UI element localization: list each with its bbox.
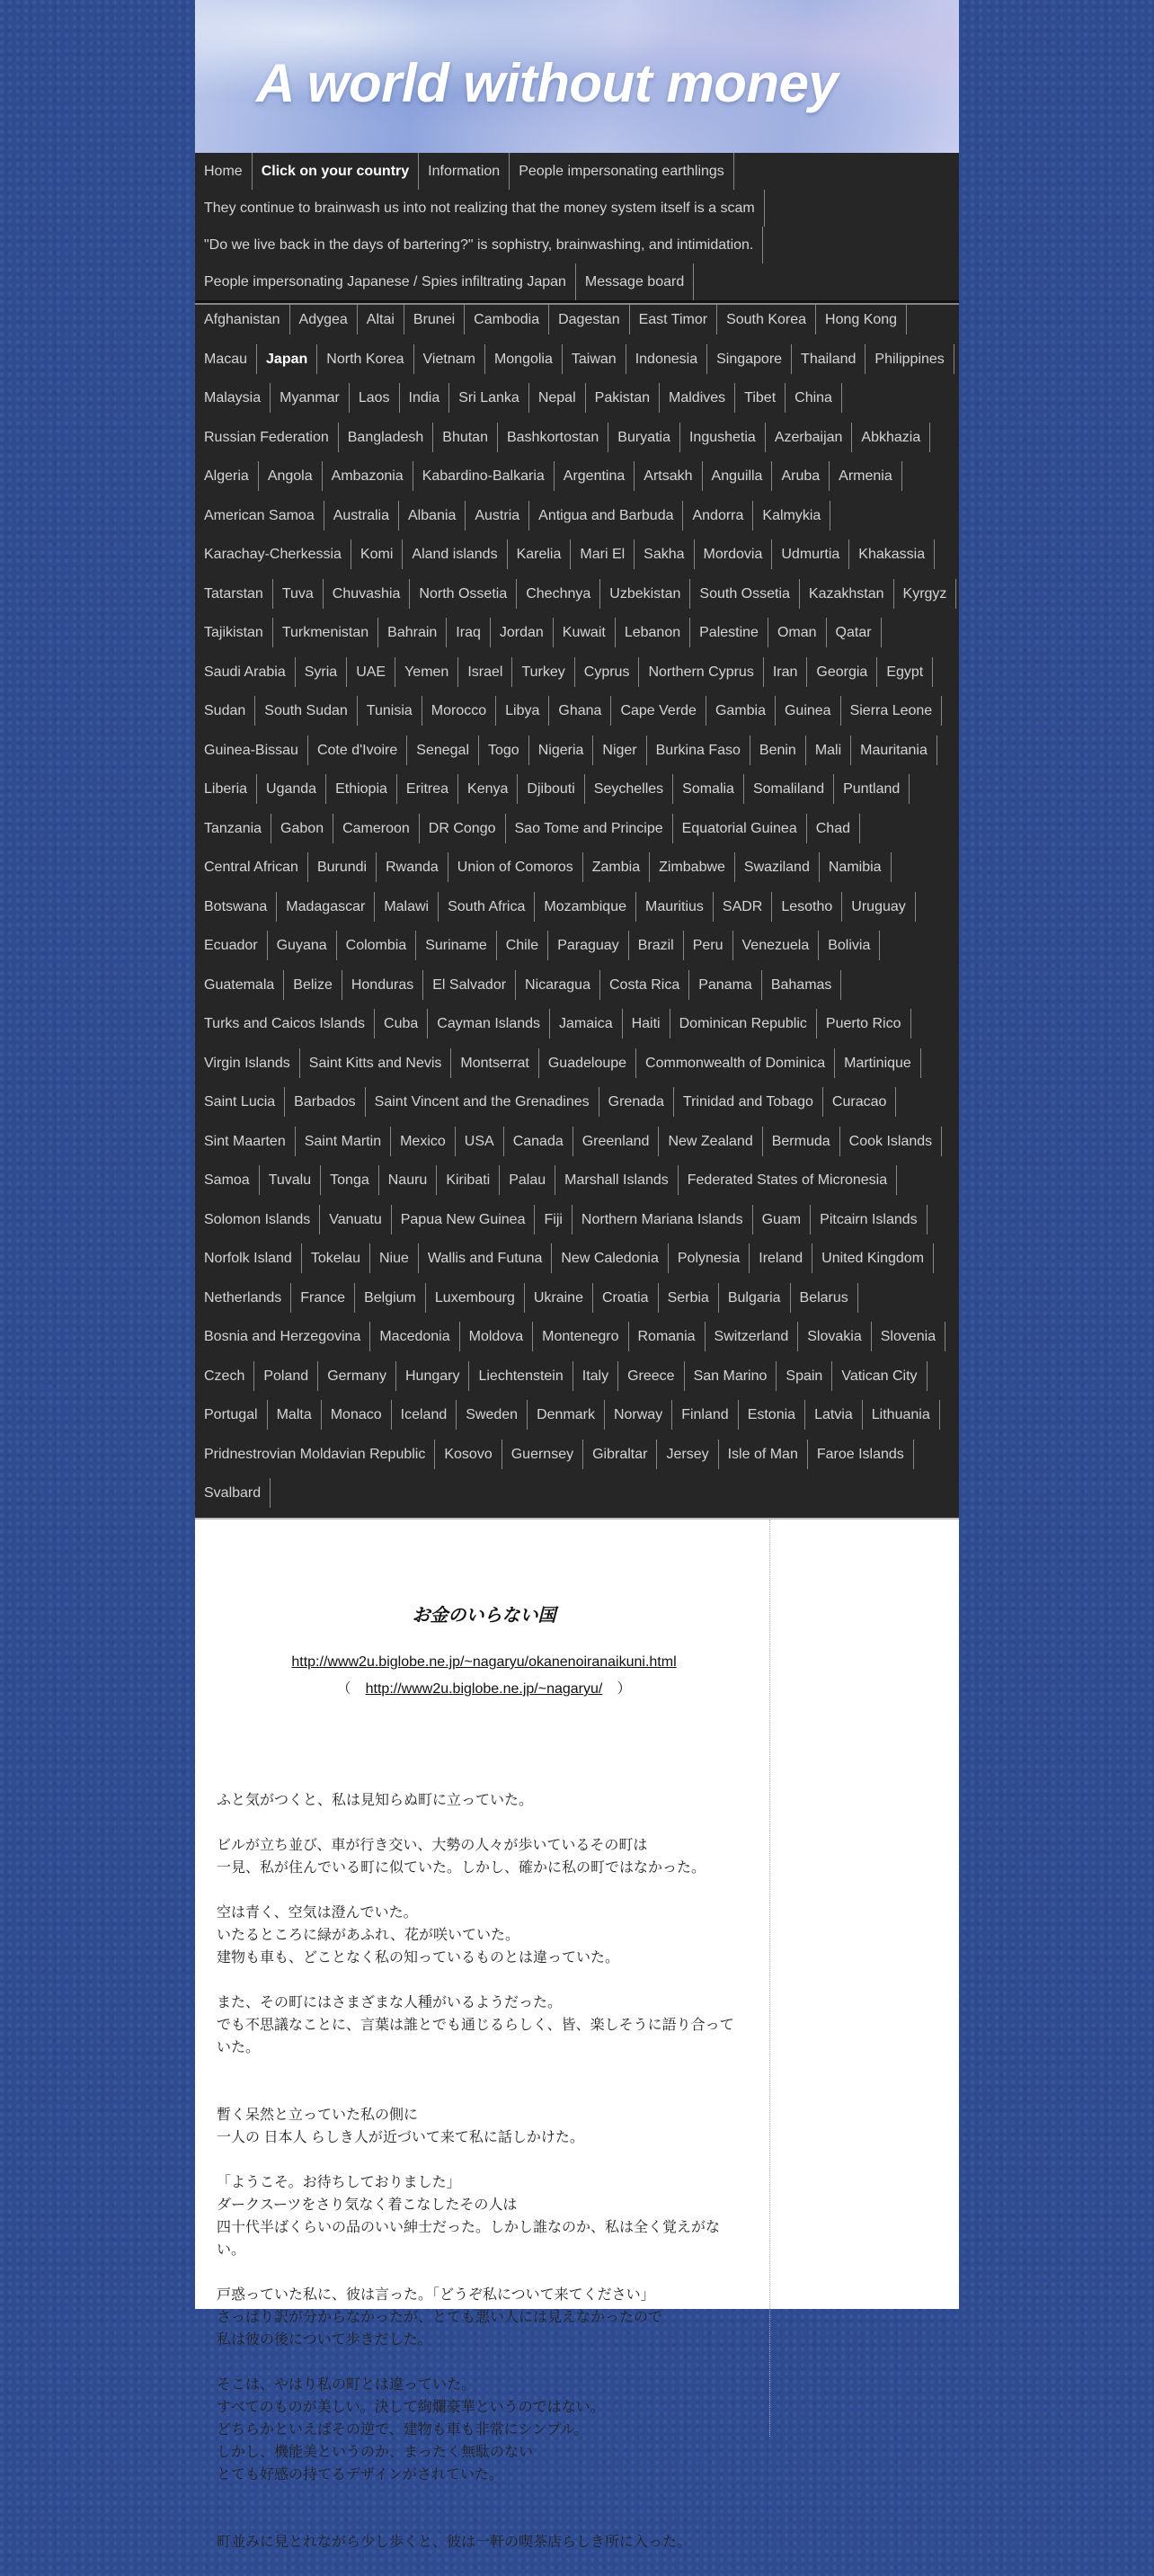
country-nav-item[interactable]: Sudan [195, 696, 255, 726]
country-nav-item[interactable]: Bahrain [378, 618, 447, 647]
country-nav-item[interactable]: Denmark [528, 1400, 605, 1430]
country-nav-item[interactable]: Afghanistan [195, 305, 290, 334]
country-nav-item[interactable]: Chechnya [517, 579, 600, 609]
country-nav-item[interactable]: Liechtenstein [469, 1361, 573, 1391]
country-nav-item[interactable]: Chuvashia [324, 579, 411, 609]
country-nav-item[interactable]: Jersey [657, 1440, 718, 1469]
country-nav-item[interactable]: Costa Rica [600, 970, 689, 1000]
country-nav-item[interactable]: Artsakh [635, 461, 702, 491]
country-nav-item[interactable]: Romania [629, 1322, 706, 1351]
country-nav-item[interactable]: Buryatia [608, 423, 680, 452]
country-nav-item[interactable]: Madagascar [277, 892, 375, 922]
country-nav-item[interactable]: Somalia [673, 774, 744, 804]
country-nav-item[interactable]: Abkhazia [852, 423, 930, 452]
site-banner [195, 0, 959, 153]
country-nav-item[interactable]: Italy [573, 1361, 618, 1391]
country-nav-item[interactable]: Kosovo [435, 1440, 502, 1469]
main-navigation [195, 153, 959, 303]
country-nav-item[interactable]: Norway [605, 1400, 672, 1430]
country-nav-item[interactable]: Sao Tome and Principe [506, 814, 673, 843]
country-nav-item[interactable]: Union of Comoros [448, 852, 583, 882]
country-nav-item[interactable]: Zambia [583, 852, 650, 882]
country-nav-item[interactable]: Norfolk Island [195, 1243, 302, 1273]
country-nav-item[interactable]: Egypt [877, 657, 933, 687]
main-nav-item[interactable]: People impersonating Japanese / Spies infiltrating Japan [195, 263, 576, 300]
country-nav-item[interactable]: Sint Maarten [195, 1127, 296, 1156]
country-nav-item[interactable]: Cote d'Ivoire [308, 735, 407, 765]
country-nav-item[interactable]: Equatorial Guinea [673, 814, 807, 843]
country-nav-item[interactable]: Spain [777, 1361, 832, 1391]
country-nav-item[interactable]: Haiti [623, 1009, 670, 1038]
country-nav-item[interactable]: Guinea [776, 696, 841, 726]
country-nav-item[interactable]: Martinique [835, 1048, 921, 1078]
country-nav-item[interactable]: Belarus [791, 1283, 858, 1313]
country-nav-item[interactable]: Monaco [322, 1400, 392, 1430]
country-nav-item[interactable]: Puntland [834, 774, 910, 804]
country-nav-item[interactable]: Ecuador [195, 931, 268, 960]
country-nav-item[interactable]: Benin [750, 735, 806, 765]
country-nav-item[interactable]: Aruba [772, 461, 830, 491]
country-nav-item[interactable]: Nicaragua [516, 970, 600, 1000]
country-nav-item[interactable]: Tanzania [195, 814, 271, 843]
country-nav-item[interactable]: Liberia [195, 774, 257, 804]
country-nav-item[interactable]: Hungary [396, 1361, 469, 1391]
article-paragraph: 町並みに見とれながら少し歩くと、彼は一軒の喫茶店らしき所に入った。 [217, 2535, 692, 2550]
country-nav-item[interactable]: Sweden [457, 1400, 528, 1430]
country-nav-item[interactable]: Northern Mariana Islands [573, 1205, 753, 1235]
country-nav-item[interactable]: Samoa [195, 1165, 260, 1195]
country-nav-item[interactable]: Greenland [573, 1127, 660, 1156]
country-nav-item[interactable]: South Africa [439, 892, 535, 922]
main-nav-item[interactable]: Message board [576, 263, 694, 300]
country-nav-item[interactable]: Mordovia [695, 539, 773, 569]
country-nav-item[interactable]: Moldova [460, 1322, 533, 1351]
country-nav-item[interactable]: Andorra [683, 501, 753, 530]
country-nav-item[interactable]: Venezuela [733, 931, 820, 960]
country-nav-item[interactable]: Canada [504, 1127, 573, 1156]
country-nav-item[interactable]: Albania [399, 501, 466, 530]
country-nav-item[interactable]: Vatican City [832, 1361, 927, 1391]
country-nav-item[interactable]: Ghana [549, 696, 611, 726]
country-nav-item[interactable]: North Korea [317, 344, 413, 374]
country-nav-item[interactable]: Rwanda [377, 852, 448, 882]
country-nav-item[interactable]: East Timor [630, 305, 717, 334]
country-nav-item[interactable]: Serbia [659, 1283, 719, 1313]
country-nav-item[interactable]: Federated States of Micronesia [679, 1165, 897, 1195]
country-nav-item[interactable]: Zimbabwe [650, 852, 735, 882]
country-nav-item[interactable]: Cambodia [465, 305, 549, 334]
country-nav-item[interactable]: Nigeria [529, 735, 594, 765]
country-nav-item[interactable]: Mongolia [485, 344, 563, 374]
country-nav-item[interactable]: Armenia [830, 461, 902, 491]
country-nav-item[interactable]: Khakassia [849, 539, 935, 569]
country-nav-item[interactable]: Guyana [268, 931, 337, 960]
country-nav-item[interactable]: Peru [684, 931, 733, 960]
country-nav-item[interactable]: Ireland [750, 1243, 812, 1273]
country-nav-item[interactable]: Colombia [337, 931, 417, 960]
content-area [195, 1520, 959, 2550]
country-nav-item[interactable]: Gibraltar [583, 1440, 657, 1469]
country-nav-item[interactable]: Tajikistan [195, 618, 273, 647]
country-nav-item[interactable]: Kalmykia [753, 501, 830, 530]
country-nav-item[interactable]: Ethiopia [326, 774, 397, 804]
article-body [217, 1789, 751, 2576]
country-nav-item[interactable]: Lithuania [863, 1400, 940, 1430]
country-nav-item[interactable]: Finland [672, 1400, 738, 1430]
country-nav-item[interactable]: Indonesia [626, 344, 707, 374]
country-nav-item[interactable]: Bermuda [763, 1127, 840, 1156]
country-nav-item[interactable]: Israel [458, 657, 512, 687]
country-nav-item[interactable]: Swaziland [735, 852, 820, 882]
country-nav-item[interactable]: Antigua and Barbuda [529, 501, 683, 530]
country-nav-item[interactable]: Myanmar [271, 383, 350, 413]
country-nav-item[interactable]: Adygea [290, 305, 358, 334]
country-nav-item[interactable]: Pitcairn Islands [811, 1205, 928, 1235]
country-nav-item[interactable]: Angola [259, 461, 323, 491]
country-nav-item[interactable]: Togo [479, 735, 529, 765]
country-nav-item[interactable]: Guinea-Bissau [195, 735, 308, 765]
country-nav-item[interactable]: New Zealand [659, 1127, 762, 1156]
country-nav-item[interactable]: Sierra Leone [841, 696, 943, 726]
country-nav-item[interactable]: Faroe Islands [808, 1440, 914, 1469]
country-nav-item[interactable]: Tunisia [358, 696, 422, 726]
country-nav-item[interactable]: Malaysia [195, 383, 271, 413]
country-nav-item[interactable]: Croatia [593, 1283, 659, 1313]
country-nav-item[interactable]: Saint Lucia [195, 1087, 285, 1117]
country-nav-item[interactable]: Bangladesh [339, 423, 434, 452]
country-nav-item[interactable]: Bolivia [819, 931, 880, 960]
country-nav-item[interactable]: Iraq [447, 618, 491, 647]
country-nav-item[interactable]: Altai [358, 305, 404, 334]
article-paragraph: 空は青く、空気は澄んでいた。 いたるところに緑があふれ、花が咲いていた。 建物も車も、どことなく私の知っているものとは違っていた。 [217, 1905, 620, 1965]
country-nav-item[interactable]: San Marino [685, 1361, 777, 1391]
country-nav-item[interactable]: Gabon [271, 814, 333, 843]
country-nav-item[interactable]: Libya [496, 696, 549, 726]
country-nav-item[interactable]: Mauritius [636, 892, 714, 922]
country-nav-item[interactable]: South Sudan [255, 696, 358, 726]
country-nav-item[interactable]: Suriname [416, 931, 496, 960]
country-nav-item[interactable]: Mozambique [535, 892, 636, 922]
country-nav-item[interactable]: Greece [618, 1361, 684, 1391]
country-nav-item[interactable]: Montserrat [451, 1048, 538, 1078]
country-nav-item[interactable]: Iceland [392, 1400, 457, 1430]
country-nav-item[interactable]: Cameroon [333, 814, 420, 843]
article-paragraph: ふと気がつくと、私は見知らぬ町に立っていた。 [217, 1793, 534, 1808]
country-nav-item[interactable]: Tatarstan [195, 579, 273, 609]
country-nav-item[interactable]: Taiwan [563, 344, 626, 374]
country-nav-item[interactable]: Luxembourg [426, 1283, 525, 1313]
country-nav-item[interactable]: Turkmenistan [273, 618, 378, 647]
country-nav-item[interactable]: Tonga [321, 1165, 379, 1195]
country-nav-item[interactable]: Guernsey [502, 1440, 583, 1469]
country-nav-item[interactable]: Dominican Republic [670, 1009, 817, 1038]
country-nav-item[interactable]: Netherlands [195, 1283, 291, 1313]
country-nav-item[interactable]: Turks and Caicos Islands [195, 1009, 375, 1038]
country-nav-item[interactable]: Polynesia [669, 1243, 750, 1273]
country-nav-item[interactable]: Estonia [739, 1400, 805, 1430]
country-nav-item[interactable]: Honduras [342, 970, 423, 1000]
country-nav-item[interactable]: Brazil [629, 931, 684, 960]
country-nav-item[interactable]: Azerbaijan [766, 423, 853, 452]
country-nav-item[interactable]: Djibouti [518, 774, 584, 804]
country-nav-item[interactable]: Brunei [404, 305, 465, 334]
country-nav-item[interactable]: Oman [768, 618, 827, 647]
country-nav-item[interactable]: Yemen [395, 657, 458, 687]
country-nav-item[interactable]: Cook Islands [840, 1127, 943, 1156]
country-nav-item[interactable]: Montenegro [533, 1322, 628, 1351]
country-nav-item[interactable]: Kabardino-Balkaria [413, 461, 555, 491]
main-nav-item[interactable]: They continue to brainwash us into not realizing that the money system itself is a scam [195, 190, 765, 227]
country-nav-item[interactable]: Uganda [257, 774, 326, 804]
country-nav-item[interactable]: El Salvador [423, 970, 516, 1000]
country-nav-item[interactable]: Slovenia [872, 1322, 945, 1351]
article-paragraph: 暫く呆然と立っていた私の側に 一人の 日本人 らしき人が近づいて来て私に話しかけた。 [217, 2108, 584, 2145]
country-nav-item[interactable]: Bhutan [433, 423, 498, 452]
country-nav-item[interactable]: Eritrea [397, 774, 458, 804]
country-nav-item[interactable]: Georgia [807, 657, 877, 687]
country-nav-item[interactable]: Mexico [391, 1127, 456, 1156]
country-nav-item[interactable]: Seychelles [585, 774, 673, 804]
country-nav-item[interactable]: Mali [806, 735, 851, 765]
paren-open: （ [336, 1681, 366, 1697]
country-nav-item[interactable]: Isle of Man [719, 1440, 808, 1469]
article-paragraph: 「ようこそ。お待ちしておりました」 ダークスーツをさり気なく着こなしたその人は 四十代半ばくらいの品のいい紳士だった。しかし誰なのか、私は全く覚えがな い。 [217, 2175, 721, 2258]
country-nav-item[interactable]: Syria [296, 657, 347, 687]
country-nav-item[interactable]: Chad [807, 814, 860, 843]
country-nav-item[interactable]: Ukraine [525, 1283, 593, 1313]
sidebar-divider [769, 1520, 770, 2437]
country-nav-item[interactable]: Mauritania [851, 735, 937, 765]
country-nav-item[interactable]: USA [456, 1127, 504, 1156]
country-nav-item[interactable]: Chile [497, 931, 548, 960]
country-nav-item[interactable]: Morocco [422, 696, 496, 726]
country-nav-item[interactable]: Nauru [379, 1165, 438, 1195]
country-nav-item[interactable]: New Caledonia [552, 1243, 669, 1273]
country-nav-item[interactable]: Barbados [285, 1087, 366, 1117]
country-nav-item[interactable]: Belgium [355, 1283, 426, 1313]
country-nav-item[interactable]: Puerto Rico [817, 1009, 911, 1038]
country-nav-item[interactable]: Latvia [805, 1400, 863, 1430]
article-paragraph: 戸惑っていた私に、彼は言った。「どうぞ私について来てください」 さっぱり訳が分からなかったが、とても悪い人には見えなかったので 私は彼の後について歩きだした。 [217, 2287, 663, 2348]
country-nav-item[interactable]: Northern Cyprus [639, 657, 763, 687]
country-nav-item[interactable]: Tokelau [302, 1243, 370, 1273]
country-nav-item[interactable]: Palestine [690, 618, 768, 647]
main-nav-item[interactable]: People impersonating earthlings [510, 153, 734, 190]
country-nav-item[interactable]: Qatar [827, 618, 882, 647]
paren-close: ） [602, 1681, 632, 1697]
country-nav-item[interactable]: Pakistan [586, 383, 660, 413]
country-nav-item[interactable]: Papua New Guinea [392, 1205, 536, 1235]
site-title[interactable]: A world without money [256, 53, 839, 113]
country-nav-item[interactable]: Aland islands [403, 539, 507, 569]
country-nav-item[interactable]: Australia [324, 501, 399, 530]
country-nav-item[interactable]: Panama [689, 970, 762, 1000]
country-nav-item[interactable]: Sakha [635, 539, 694, 569]
country-nav-item[interactable]: Palau [500, 1165, 555, 1195]
country-nav-item[interactable]: Grenada [599, 1087, 674, 1117]
country-nav-item[interactable]: Thailand [792, 344, 866, 374]
country-nav-item[interactable]: Tuvalu [260, 1165, 321, 1195]
country-nav-item[interactable]: Malta [268, 1400, 322, 1430]
main-nav-item[interactable]: Click on your country [253, 153, 419, 190]
country-nav-item[interactable]: Bahamas [762, 970, 842, 1000]
country-nav-item[interactable]: Gambia [706, 696, 776, 726]
country-nav-item[interactable]: Laos [350, 383, 400, 413]
country-nav-item[interactable]: Portugal [195, 1400, 268, 1430]
country-nav-item[interactable]: Lebanon [616, 618, 690, 647]
country-nav-item[interactable]: Saint Kitts and Nevis [300, 1048, 452, 1078]
country-nav-item[interactable]: Botswana [195, 892, 277, 922]
country-nav-item[interactable]: Cuba [375, 1009, 428, 1038]
country-nav-item[interactable]: Germany [318, 1361, 396, 1391]
country-nav-item[interactable]: Komi [351, 539, 403, 569]
country-nav-item[interactable]: Saint Martin [296, 1127, 391, 1156]
country-nav-item[interactable]: Japan [257, 344, 317, 374]
country-nav-item[interactable]: Bosnia and Herzegovina [195, 1322, 370, 1351]
country-nav-item[interactable]: Jamaica [550, 1009, 623, 1038]
country-nav-item[interactable]: Commonwealth of Dominica [636, 1048, 835, 1078]
country-nav-item[interactable]: Svalbard [195, 1478, 271, 1508]
country-nav-item[interactable]: Paraguay [548, 931, 629, 960]
country-nav-item[interactable]: Marshall Islands [555, 1165, 679, 1195]
country-nav-item[interactable]: Virgin Islands [195, 1048, 300, 1078]
country-nav-item[interactable]: Hong Kong [816, 305, 907, 334]
country-nav-item[interactable]: Russian Federation [195, 423, 339, 452]
country-nav-item[interactable]: Niue [370, 1243, 419, 1273]
country-nav-item[interactable]: Argentina [555, 461, 635, 491]
country-nav-item[interactable]: Singapore [707, 344, 792, 374]
country-nav-item[interactable]: Tibet [735, 383, 786, 413]
country-nav-item[interactable]: Guadeloupe [539, 1048, 636, 1078]
country-nav-item[interactable]: Slovakia [798, 1322, 871, 1351]
country-nav-item[interactable]: Guatemala [195, 970, 284, 1000]
country-nav-item[interactable]: Kiribati [437, 1165, 500, 1195]
country-nav-item[interactable]: India [400, 383, 450, 413]
country-nav-item[interactable]: Central African [195, 852, 308, 882]
country-nav-item[interactable]: Saudi Arabia [195, 657, 296, 687]
country-nav-item[interactable]: Iran [764, 657, 808, 687]
country-nav-item[interactable]: Namibia [820, 852, 892, 882]
country-nav-item[interactable]: Senegal [407, 735, 479, 765]
country-nav-item[interactable]: Cape Verde [611, 696, 706, 726]
page-container [195, 0, 959, 2550]
country-nav-item[interactable]: Karachay-Cherkessia [195, 539, 351, 569]
country-nav-item[interactable]: Somaliland [744, 774, 834, 804]
country-nav-item[interactable]: Niger [593, 735, 646, 765]
country-nav-item[interactable]: Maldives [660, 383, 735, 413]
main-nav-item[interactable]: Home [195, 153, 253, 190]
country-nav-item[interactable]: United Kingdom [812, 1243, 934, 1273]
country-nav-item[interactable]: Anguilla [703, 461, 773, 491]
country-nav-item[interactable]: Trinidad and Tobago [674, 1087, 823, 1117]
country-nav-item[interactable]: Algeria [195, 461, 259, 491]
country-nav-item[interactable]: Bulgaria [719, 1283, 791, 1313]
country-nav-item[interactable]: Fiji [535, 1205, 572, 1235]
country-nav-item[interactable]: Solomon Islands [195, 1205, 320, 1235]
country-nav-item[interactable]: Ambazonia [323, 461, 413, 491]
article-source-link[interactable]: http://www2u.biglobe.ne.jp/~nagaryu/okanenoiranaikuni.html [291, 1654, 677, 1670]
country-navigation [195, 303, 959, 1520]
country-nav-item[interactable]: Lesotho [772, 892, 842, 922]
country-nav-item[interactable]: Burkina Faso [647, 735, 750, 765]
country-nav-item[interactable]: Tuva [273, 579, 324, 609]
country-nav-item[interactable]: Poland [254, 1361, 318, 1391]
country-nav-item[interactable]: Saint Vincent and the Grenadines [366, 1087, 599, 1117]
country-nav-item[interactable]: Malawi [375, 892, 439, 922]
country-nav-item[interactable]: Uruguay [842, 892, 915, 922]
country-nav-item[interactable]: Cyprus [575, 657, 640, 687]
main-nav-item[interactable]: "Do we live back in the days of bartering?" is sophistry, brainwashing, and intimidation. [195, 227, 763, 263]
country-nav-item[interactable]: Sri Lanka [449, 383, 529, 413]
country-nav-item[interactable]: Dagestan [549, 305, 630, 334]
country-nav-item[interactable]: South Korea [717, 305, 816, 334]
article-paragraph: ビルが立ち並び、車が行き交い、大勢の人々が歩いているその町は 一見、私が住んでいる町に似ていた。しかし、確かに私の町ではなかった。 [217, 1838, 706, 1876]
country-nav-item[interactable]: American Samoa [195, 501, 324, 530]
country-nav-item[interactable]: Pridnestrovian Moldavian Republic [195, 1440, 435, 1469]
country-nav-item[interactable]: Cayman Islands [428, 1009, 550, 1038]
country-nav-item[interactable]: Wallis and Futuna [419, 1243, 552, 1273]
article-title: お金のいらない国 [412, 1606, 556, 1626]
country-nav-item[interactable]: Kenya [458, 774, 518, 804]
country-nav-item[interactable]: Kazakhstan [800, 579, 894, 609]
article-paragraph: また、その町にはさまざまな人種がいるようだった。 でも不思議なことに、言葉は誰とでも通じるらしく、皆、楽しそうに語り合って いた。 [217, 1995, 734, 2055]
country-nav-item[interactable]: Burundi [308, 852, 377, 882]
country-nav-item[interactable]: Vanuatu [320, 1205, 391, 1235]
country-nav-item[interactable]: Curacao [823, 1087, 896, 1117]
country-nav-item[interactable]: SADR [714, 892, 772, 922]
country-nav-item[interactable]: North Ossetia [410, 579, 517, 609]
main-nav-item[interactable]: Information [419, 153, 510, 190]
author-home-link[interactable]: http://www2u.biglobe.ne.jp/~nagaryu/ [365, 1681, 603, 1697]
country-nav-item[interactable]: Ingushetia [680, 423, 766, 452]
country-nav-item[interactable]: Guam [753, 1205, 812, 1235]
country-nav-item[interactable]: Switzerland [706, 1322, 799, 1351]
country-nav-item[interactable]: Belize [284, 970, 342, 1000]
country-nav-item[interactable]: Austria [466, 501, 529, 530]
country-nav-item[interactable]: Karelia [508, 539, 572, 569]
country-nav-item[interactable]: DR Congo [420, 814, 506, 843]
country-nav-item[interactable]: Udmurtia [772, 539, 849, 569]
country-nav-item[interactable]: France [291, 1283, 355, 1313]
country-nav-item[interactable]: Philippines [866, 344, 954, 374]
country-nav-item[interactable]: Mari El [571, 539, 635, 569]
country-nav-item[interactable]: Kyrgyz [894, 579, 957, 609]
country-nav-item[interactable]: Macau [195, 344, 257, 374]
country-nav-item[interactable]: Nepal [529, 383, 586, 413]
country-nav-item[interactable]: UAE [347, 657, 395, 687]
country-nav-item[interactable]: Uzbekistan [600, 579, 690, 609]
country-nav-item[interactable]: China [786, 383, 842, 413]
country-nav-item[interactable]: Vietnam [414, 344, 485, 374]
country-nav-item[interactable]: Kuwait [554, 618, 616, 647]
country-nav-item[interactable]: South Ossetia [690, 579, 800, 609]
country-nav-item[interactable]: Jordan [491, 618, 554, 647]
country-nav-item[interactable]: Czech [195, 1361, 254, 1391]
country-nav-item[interactable]: Macedonia [370, 1322, 459, 1351]
country-nav-item[interactable]: Bashkortostan [498, 423, 608, 452]
article-paragraph: そこは、やはり私の町とは違っていた。 すべてのものが美しい。決して絢爛豪華というのではない。 どちらかといえばその逆で、建物も車も非常にシンプル。 しかし、機能美というのか、まったく無駄のない とても好感の持てるデザインがされていた。 [217, 2377, 605, 2482]
country-nav-item[interactable]: Turkey [512, 657, 574, 687]
